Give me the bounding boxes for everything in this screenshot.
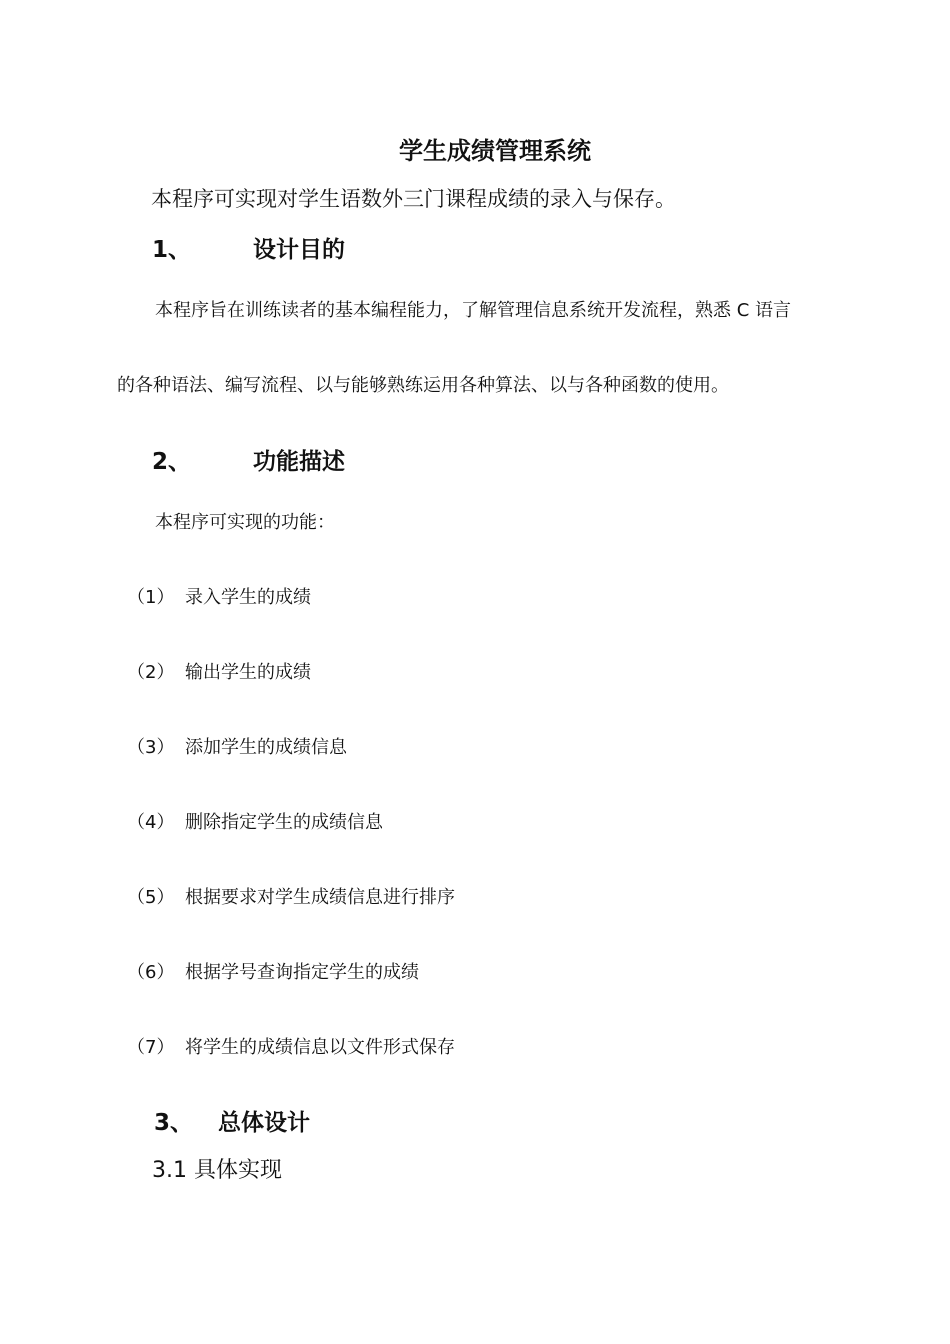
feature-item-3-text: 添加学生的成绩信息 <box>185 737 347 758</box>
feature-item-3-number: （3） <box>127 737 175 758</box>
feature-item-7-number: （7） <box>127 1037 175 1058</box>
section-3-number: 3、 <box>154 1110 194 1136</box>
section-1-heading: 设计目的 <box>253 237 345 263</box>
purpose-paragraph-line2: 的各种语法、编写流程、以与能够熟练运用各种算法、以与各种函数的使用。 <box>117 375 729 396</box>
feature-item-2-text: 输出学生的成绩 <box>185 662 311 683</box>
feature-item-5-number: （5） <box>127 887 175 908</box>
feature-item-1-number: （1） <box>127 587 175 608</box>
feature-item-5-text: 根据要求对学生成绩信息进行排序 <box>185 887 455 908</box>
feature-item-7-text: 将学生的成绩信息以文件形式保存 <box>185 1037 455 1058</box>
feature-item-1-text: 录入学生的成绩 <box>185 587 311 608</box>
subsection-heading: 3.1 具体实现 <box>152 1158 282 1183</box>
section-3-heading: 总体设计 <box>218 1110 310 1136</box>
section-2-heading: 功能描述 <box>253 449 345 475</box>
purpose-paragraph-line1: 本程序旨在训练读者的基本编程能力，了解管理信息系统开发流程，熟悉 C 语言 <box>155 300 792 321</box>
feature-item-4-text: 删除指定学生的成绩信息 <box>185 812 383 833</box>
feature-item-6-text: 根据学号查询指定学生的成绩 <box>185 962 419 983</box>
feature-item-2-number: （2） <box>127 662 175 683</box>
feature-item-6-number: （6） <box>127 962 175 983</box>
feature-item-4-number: （4） <box>127 812 175 833</box>
features-intro: 本程序可实现的功能： <box>155 512 335 533</box>
section-1-number: 1、 <box>152 237 192 263</box>
section-2-number: 2、 <box>152 449 192 475</box>
document-title: 学生成绩管理系统 <box>399 137 591 165</box>
intro-paragraph: 本程序可实现对学生语数外三门课程成绩的录入与保存。 <box>151 187 676 211</box>
